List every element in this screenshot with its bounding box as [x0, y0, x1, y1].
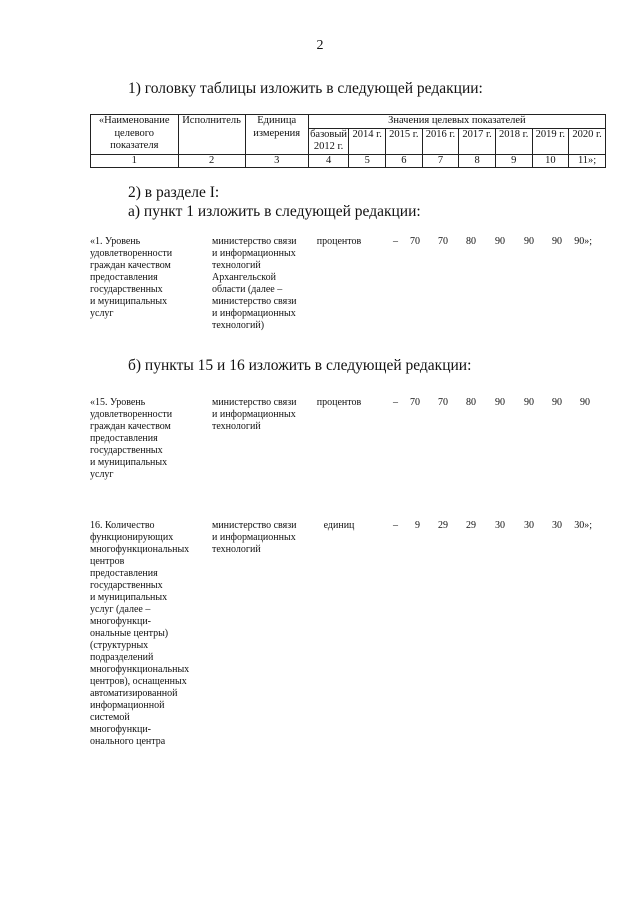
header-number-cell: 11»;	[569, 154, 606, 168]
row-value: 29	[438, 520, 448, 531]
header-values-group-cell: Значения целевых показателей	[308, 115, 605, 129]
header-executor-cell: Исполнитель	[178, 115, 245, 155]
item2a-heading: а) пункт 1 изложить в следующей редакции:	[128, 203, 421, 220]
header-year-cell: 2014 г.	[349, 128, 386, 154]
row-value: 90»;	[574, 236, 592, 247]
row-value: –	[393, 236, 398, 247]
row-value: 90	[580, 397, 590, 408]
header-year-cell: базовый 2012 г.	[310, 128, 348, 152]
row-unit: процентов	[316, 236, 362, 247]
header-number-cell: 9	[495, 154, 532, 168]
row-unit: единиц	[323, 520, 355, 531]
header-number-cell: 2	[178, 154, 245, 168]
row-value: 90	[524, 397, 534, 408]
row-value: 80	[466, 397, 476, 408]
item2-heading: 2) в разделе I:	[128, 184, 220, 201]
header-number-cell: 1	[91, 154, 179, 168]
row-executor: министерство связи и информационных технологий	[212, 520, 297, 555]
row-executor: министерство связи и информационных технологий Архангельской области (далее – министерство связи и информационных технологий)	[212, 236, 297, 331]
header-number-cell: 3	[245, 154, 308, 168]
row-value: 70	[438, 236, 448, 247]
header-year-cell: 2015 г.	[386, 128, 423, 154]
header-number-cell: 7	[422, 154, 459, 168]
header-table	[90, 114, 606, 168]
header-year-cell: 2018 г.	[495, 128, 532, 154]
row-name: 16. Количество функционирующих многофункциональных центров предоставления государственных и муниципальных услуг (далее – многофункци- ональные центры) (структурных подразделений многофункциональных центров), оснащенных автоматизированной информационной системой многофункци- онального центра	[90, 520, 190, 747]
row-name: «15. Уровень удовлетворенности граждан качеством предоставления государственных и муниципальных услуг	[90, 397, 173, 480]
row-value: 90	[495, 236, 505, 247]
row-value: 30	[552, 520, 562, 531]
header-name-cell: «Наименование целевого показателя	[91, 115, 179, 155]
header-year-cell: 2016 г.	[422, 128, 459, 154]
item2b-heading: б) пункты 15 и 16 изложить в следующей редакции:	[128, 357, 472, 374]
row-value: 90	[524, 236, 534, 247]
row-value: 90	[552, 397, 562, 408]
row-value: 30»;	[574, 520, 592, 531]
row-value: 30	[495, 520, 505, 531]
row-value: 70	[410, 397, 420, 408]
row-value: 29	[466, 520, 476, 531]
row-value: 30	[524, 520, 534, 531]
row-value: –	[393, 520, 398, 531]
row-value: 80	[466, 236, 476, 247]
header-year-cell: 2020 г.	[569, 128, 606, 154]
header-year-cell: 2019 г.	[532, 128, 569, 154]
row-value: 90	[495, 397, 505, 408]
header-number-cell: 6	[386, 154, 423, 168]
page-number: 2	[316, 38, 324, 53]
header-number-cell: 5	[349, 154, 386, 168]
header-year-cell: 2017 г.	[459, 128, 496, 154]
row-unit: процентов	[316, 397, 362, 408]
row-value: 9	[415, 520, 420, 531]
header-number-cell: 8	[459, 154, 496, 168]
header-unit-cell: Единица измерения	[245, 115, 308, 155]
row-value: –	[393, 397, 398, 408]
row-value: 90	[552, 236, 562, 247]
row-name: «1. Уровень удовлетворенности граждан качеством предоставления государственных и муниципальных услуг	[90, 236, 173, 319]
row-executor: министерство связи и информационных технологий	[212, 397, 297, 432]
header-number-cell: 10	[532, 154, 569, 168]
item1-heading: 1) головку таблицы изложить в следующей редакции:	[128, 80, 483, 97]
row-value: 70	[410, 236, 420, 247]
row-value: 70	[438, 397, 448, 408]
header-number-cell: 4	[308, 154, 349, 168]
